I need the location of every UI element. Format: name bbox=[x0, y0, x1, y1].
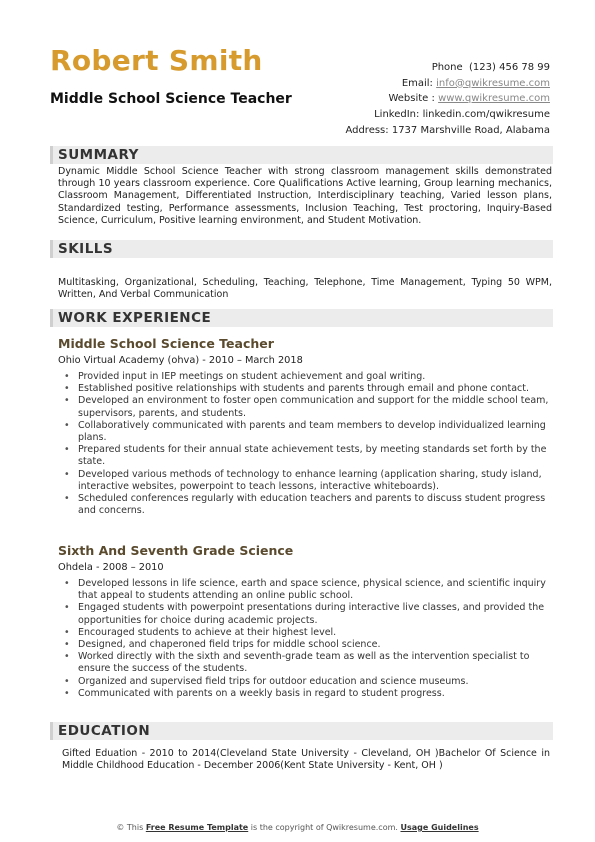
summary-heading: SUMMARY bbox=[58, 147, 139, 163]
job-title: Middle School Science Teacher bbox=[58, 336, 274, 351]
candidate-name: Robert Smith bbox=[50, 44, 263, 77]
email-label: Email: bbox=[401, 77, 433, 89]
copyright-footer bbox=[0, 823, 595, 832]
bullet-item: • Worked directly with the sixth and seventh-grade team as well as the intervention specialist to ensure the success of the students. bbox=[58, 651, 558, 675]
job-meta: Ohdela - 2008 – 2010 bbox=[58, 562, 164, 573]
education-heading: EDUCATION bbox=[58, 723, 151, 739]
bullet-item: • Developed lessons in life science, earth and space science, physical science, and scientific inquiry that appeal to students attending an online public school. bbox=[58, 578, 558, 602]
footer-middle: is the copyright of Qwikresume.com. bbox=[250, 823, 398, 832]
bullet-item: • Established positive relationships with students and parents through email and phone contact. bbox=[58, 383, 558, 395]
bullet-item: • Collaboratively communicated with parents and team members to develop individualized learning plans. bbox=[58, 420, 558, 444]
footer-prefix: © This bbox=[116, 823, 144, 832]
email-link[interactable]: info@qwikresume.com bbox=[436, 77, 550, 89]
skills-heading-bar bbox=[50, 240, 553, 258]
contact-phone bbox=[345, 60, 550, 76]
bullet-item: • Organized and supervised field trips for outdoor education and science museums. bbox=[58, 676, 558, 688]
bullet-item: • Prepared students for their annual state achievement tests, by meeting standards set forth by the state. bbox=[58, 444, 558, 468]
phone-value: (123) 456 78 99 bbox=[469, 62, 550, 73]
contact-block bbox=[345, 60, 550, 139]
website-label: Website : bbox=[388, 93, 435, 105]
contact-address bbox=[345, 123, 550, 139]
bullet-item: • Designed, and chaperoned field trips for middle school science. bbox=[58, 639, 558, 651]
summary-text: Dynamic Middle School Science Teacher with strong classroom management skills demonstrated through 10 years classroom experience. Core Qualifications Active learning, Group learning mechanics, Classroom Management, Differentiated Instruction, Interdisciplinary teaching, Varied lesson plans, Standardized testing, Performance assessments, Inclusion Teaching, Test proctoring, Inquiry-Based Science, Curriculum, Positive learning environment, and Student Motivation. bbox=[58, 166, 552, 226]
address-value: 1737 Marshville Road, Alabama bbox=[391, 124, 550, 136]
address-label: Address: bbox=[345, 124, 389, 136]
skills-text: Multitasking, Organizational, Scheduling, Teaching, Telephone, Time Management, Typing 50 WPM, Written, And Verbal Communication bbox=[58, 277, 552, 301]
job-bullets bbox=[58, 371, 558, 517]
experience-heading-bar bbox=[50, 309, 553, 327]
education-heading-bar bbox=[50, 722, 553, 740]
job-bullets bbox=[58, 578, 558, 700]
bullet-item: • Developed various methods of technology to enhance learning (application sharing, study island, interactive websites, powerpoint to teach lessons, interactive whiteboards). bbox=[58, 469, 558, 493]
experience-heading: WORK EXPERIENCE bbox=[58, 310, 212, 326]
candidate-title: Middle School Science Teacher bbox=[50, 91, 292, 107]
bullet-item: • Encouraged students to achieve at their highest level. bbox=[58, 627, 558, 639]
linkedin-value: linkedin.com/qwikresume bbox=[422, 109, 550, 121]
contact-website bbox=[345, 91, 550, 107]
job-title: Sixth And Seventh Grade Science bbox=[58, 543, 294, 558]
education-text: Gifted Eduation - 2010 to 2014(Cleveland State University - Cleveland, OH )Bachelor Of Science in Middle Childhood Education - December 2006(Kent State University - Kent, OH ) bbox=[62, 748, 550, 772]
summary-heading-bar bbox=[50, 146, 553, 164]
contact-linkedin bbox=[345, 107, 550, 123]
contact-email bbox=[345, 76, 550, 92]
linkedin-label: LinkedIn: bbox=[374, 109, 420, 121]
phone-label: Phone bbox=[431, 62, 463, 73]
website-link[interactable]: www.qwikresume.com bbox=[438, 93, 550, 105]
free-resume-template-link[interactable]: Free Resume Template bbox=[145, 823, 249, 832]
job-meta: Ohio Virtual Academy (ohva) - 2010 – March 2018 bbox=[58, 355, 303, 366]
bullet-item: • Communicated with parents on a weekly basis in regard to student progress. bbox=[58, 688, 558, 700]
usage-guidelines-link[interactable]: Usage Guidelines bbox=[400, 823, 479, 832]
bullet-item: • Developed an environment to foster open communication and support for the middle school team, supervisors, parents, and students. bbox=[58, 395, 558, 419]
bullet-item: • Provided input in IEP meetings on student achievement and goal writing. bbox=[58, 371, 558, 383]
bullet-item: • Scheduled conferences regularly with education teachers and parents to discuss student progress and concerns. bbox=[58, 493, 558, 517]
bullet-item: • Engaged students with powerpoint presentations during interactive live classes, and provided the opportunities for choice during academic projects. bbox=[58, 602, 558, 626]
skills-heading: SKILLS bbox=[58, 241, 114, 257]
